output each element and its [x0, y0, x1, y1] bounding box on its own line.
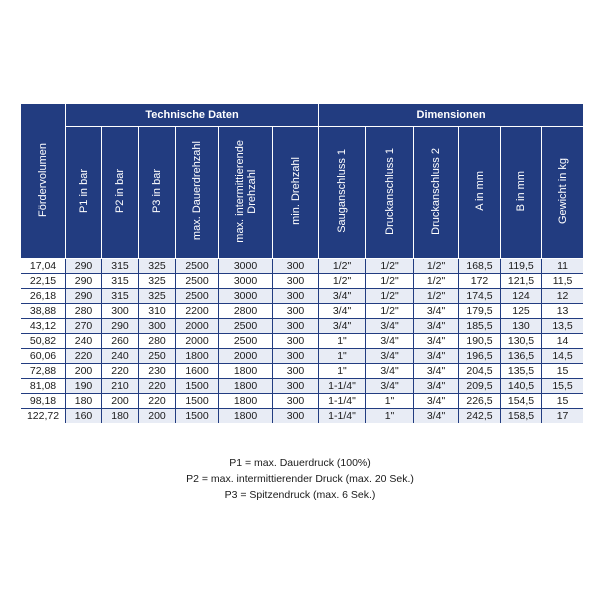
- table-cell: 220: [139, 394, 176, 409]
- table-cell: 124: [501, 289, 542, 304]
- table-cell: 3/4": [319, 319, 366, 334]
- table-cell: 3/4": [366, 319, 414, 334]
- table-cell: 1/2": [414, 274, 459, 289]
- table-cell: 11,5: [542, 274, 583, 289]
- table-cell: 140,5: [501, 379, 542, 394]
- table-cell: 50,82: [21, 334, 66, 349]
- table-cell: 98,18: [21, 394, 66, 409]
- table-cell: 43,12: [21, 319, 66, 334]
- table-cell: 190: [66, 379, 102, 394]
- header-druckanschluss-1: Druckanschluss 1: [366, 127, 414, 259]
- table-row: [21, 379, 583, 394]
- table-cell: 1500: [176, 394, 219, 409]
- header-p2: P2 in bar: [102, 127, 139, 259]
- table-cell: 13: [542, 304, 583, 319]
- table-cell: 300: [273, 274, 319, 289]
- table-cell: 300: [273, 364, 319, 379]
- table-cell: 200: [102, 394, 139, 409]
- table-cell: 2500: [176, 259, 219, 274]
- table-cell: 1": [366, 409, 414, 423]
- table-cell: 185,5: [459, 319, 501, 334]
- table-cell: 280: [66, 304, 102, 319]
- table-cell: 310: [139, 304, 176, 319]
- table-cell: 250: [139, 349, 176, 364]
- table-row: [21, 274, 583, 289]
- table-cell: 280: [139, 334, 176, 349]
- table-cell: 315: [102, 259, 139, 274]
- table-cell: 2000: [176, 334, 219, 349]
- table-cell: 300: [273, 319, 319, 334]
- table-cell: 290: [66, 289, 102, 304]
- table-cell: 3/4": [414, 334, 459, 349]
- table-cell: 1/2": [366, 289, 414, 304]
- header-max-intermittierende-drehzahl: max. intermittierende Drehzahl: [219, 127, 273, 259]
- table-cell: 230: [139, 364, 176, 379]
- table-cell: 81,08: [21, 379, 66, 394]
- table-cell: 1/2": [366, 259, 414, 274]
- table-cell: 1/2": [414, 289, 459, 304]
- table-cell: 204,5: [459, 364, 501, 379]
- table-cell: 240: [102, 349, 139, 364]
- table-cell: 300: [273, 259, 319, 274]
- table-cell: 200: [66, 364, 102, 379]
- header-sauganschluss: Sauganschluss 1: [319, 127, 366, 259]
- table-cell: 3/4": [414, 364, 459, 379]
- table-cell: 1/2": [366, 304, 414, 319]
- table-cell: 300: [273, 289, 319, 304]
- table-row: [21, 364, 583, 379]
- table-cell: 2000: [176, 319, 219, 334]
- table-cell: 196,5: [459, 349, 501, 364]
- table-cell: 15: [542, 364, 583, 379]
- table-cell: 315: [102, 289, 139, 304]
- table-cell: 3/4": [414, 304, 459, 319]
- table-cell: 325: [139, 259, 176, 274]
- table-cell: 315: [102, 274, 139, 289]
- table-cell: 2500: [176, 274, 219, 289]
- table-cell: 290: [66, 274, 102, 289]
- table-cell: 130: [501, 319, 542, 334]
- table-cell: 160: [66, 409, 102, 423]
- table-cell: 180: [66, 394, 102, 409]
- header-group-row: [21, 104, 583, 127]
- table-row: [21, 259, 583, 274]
- table-cell: 2200: [176, 304, 219, 319]
- spec-table: [21, 104, 583, 423]
- table-cell: 136,5: [501, 349, 542, 364]
- table-cell: 209,5: [459, 379, 501, 394]
- table-cell: 135,5: [501, 364, 542, 379]
- table-cell: 15: [542, 394, 583, 409]
- table-cell: 1800: [176, 349, 219, 364]
- table-cell: 290: [102, 319, 139, 334]
- table-cell: 2000: [219, 349, 273, 364]
- table-cell: 121,5: [501, 274, 542, 289]
- table-row: [21, 334, 583, 349]
- table-cell: 26,18: [21, 289, 66, 304]
- table-cell: 17,04: [21, 259, 66, 274]
- header-b-in-mm: B in mm: [501, 127, 542, 259]
- table-cell: 220: [102, 364, 139, 379]
- table-cell: 270: [66, 319, 102, 334]
- footnotes: [0, 455, 600, 503]
- header-p1: P1 in bar: [66, 127, 102, 259]
- table-cell: 1800: [219, 409, 273, 423]
- table-cell: 220: [139, 379, 176, 394]
- table-cell: 226,5: [459, 394, 501, 409]
- table-cell: 3/4": [366, 334, 414, 349]
- table-cell: 1-1/4": [319, 394, 366, 409]
- header-max-dauerdrehzahl: max. Dauerdrehzahl: [176, 127, 219, 259]
- table-cell: 22,15: [21, 274, 66, 289]
- table-cell: 3/4": [414, 349, 459, 364]
- table-cell: 3000: [219, 274, 273, 289]
- table-cell: 2500: [176, 289, 219, 304]
- table-row: [21, 349, 583, 364]
- table-cell: 260: [102, 334, 139, 349]
- table-cell: 122,72: [21, 409, 66, 423]
- table-cell: 3/4": [319, 304, 366, 319]
- table-row: [21, 304, 583, 319]
- header-druckanschluss-2: Druckanschluss 2: [414, 127, 459, 259]
- table-cell: 3000: [219, 259, 273, 274]
- header-p3: P3 in bar: [139, 127, 176, 259]
- table-cell: 210: [102, 379, 139, 394]
- group-technische-daten: Technische Daten: [66, 104, 319, 127]
- table-cell: 300: [273, 349, 319, 364]
- table-cell: 3/4": [414, 409, 459, 423]
- table-cell: 3/4": [414, 319, 459, 334]
- table-cell: 1": [319, 334, 366, 349]
- table-cell: 172: [459, 274, 501, 289]
- table-cell: 1500: [176, 379, 219, 394]
- table-row: [21, 394, 583, 409]
- table-body: [21, 259, 583, 423]
- table-cell: 14,5: [542, 349, 583, 364]
- table-cell: 119,5: [501, 259, 542, 274]
- table-cell: 60,06: [21, 349, 66, 364]
- table-cell: 1-1/4": [319, 379, 366, 394]
- table-row: [21, 319, 583, 334]
- table-cell: 12: [542, 289, 583, 304]
- header-column-row: [21, 127, 583, 259]
- group-dimensionen: Dimensionen: [319, 104, 583, 127]
- table-cell: 168,5: [459, 259, 501, 274]
- table-cell: 1": [319, 349, 366, 364]
- table-row: [21, 289, 583, 304]
- table-cell: 1500: [176, 409, 219, 423]
- table-cell: 300: [273, 394, 319, 409]
- table-cell: 300: [273, 409, 319, 423]
- table-row: [21, 409, 583, 423]
- table-cell: 3/4": [366, 379, 414, 394]
- table-cell: 179,5: [459, 304, 501, 319]
- table-cell: 3/4": [319, 289, 366, 304]
- table-cell: 300: [273, 379, 319, 394]
- header-min-drehzahl: min. Drehzahl: [273, 127, 319, 259]
- table-cell: 1800: [219, 379, 273, 394]
- table-cell: 14: [542, 334, 583, 349]
- table-cell: 174,5: [459, 289, 501, 304]
- table-cell: 2800: [219, 304, 273, 319]
- footnote-p2: P2 = max. intermittierender Druck (max. 20 Sek.): [186, 473, 414, 485]
- table-cell: 3000: [219, 289, 273, 304]
- table-cell: 200: [139, 409, 176, 423]
- table-cell: 1800: [219, 394, 273, 409]
- table-cell: 3/4": [366, 364, 414, 379]
- table-cell: 325: [139, 274, 176, 289]
- table-cell: 180: [102, 409, 139, 423]
- table-cell: 3/4": [414, 379, 459, 394]
- table-cell: 17: [542, 409, 583, 423]
- table-cell: 1-1/4": [319, 409, 366, 423]
- table-cell: 300: [139, 319, 176, 334]
- table-cell: 242,5: [459, 409, 501, 423]
- table-cell: 325: [139, 289, 176, 304]
- table-cell: 1800: [219, 364, 273, 379]
- footnote-p1: P1 = max. Dauerdruck (100%): [229, 457, 371, 469]
- table-cell: 72,88: [21, 364, 66, 379]
- table-cell: 2500: [219, 319, 273, 334]
- table-cell: 38,88: [21, 304, 66, 319]
- table-cell: 1600: [176, 364, 219, 379]
- table-cell: 240: [66, 334, 102, 349]
- table-cell: 125: [501, 304, 542, 319]
- header-gewicht: Gewicht in kg: [542, 127, 583, 259]
- table-cell: 158,5: [501, 409, 542, 423]
- table-cell: 290: [66, 259, 102, 274]
- table-cell: 1/2": [319, 274, 366, 289]
- header-a-in-mm: A in mm: [459, 127, 501, 259]
- table-cell: 154,5: [501, 394, 542, 409]
- table-cell: 300: [273, 304, 319, 319]
- technical-data-table: [21, 104, 583, 423]
- table-cell: 15,5: [542, 379, 583, 394]
- table-cell: 1": [366, 394, 414, 409]
- table-cell: 2500: [219, 334, 273, 349]
- table-cell: 3/4": [414, 394, 459, 409]
- header-foerdervolumen: Fördervolumen: [21, 104, 66, 259]
- table-cell: 300: [102, 304, 139, 319]
- table-cell: 220: [66, 349, 102, 364]
- table-cell: 1/2": [414, 259, 459, 274]
- table-cell: 300: [273, 334, 319, 349]
- table-cell: 1/2": [366, 274, 414, 289]
- table-cell: 3/4": [366, 349, 414, 364]
- table-cell: 1": [319, 364, 366, 379]
- table-cell: 11: [542, 259, 583, 274]
- table-cell: 130,5: [501, 334, 542, 349]
- table-cell: 1/2": [319, 259, 366, 274]
- footnote-p3: P3 = Spitzendruck (max. 6 Sek.): [224, 489, 376, 501]
- table-cell: 13,5: [542, 319, 583, 334]
- table-cell: 190,5: [459, 334, 501, 349]
